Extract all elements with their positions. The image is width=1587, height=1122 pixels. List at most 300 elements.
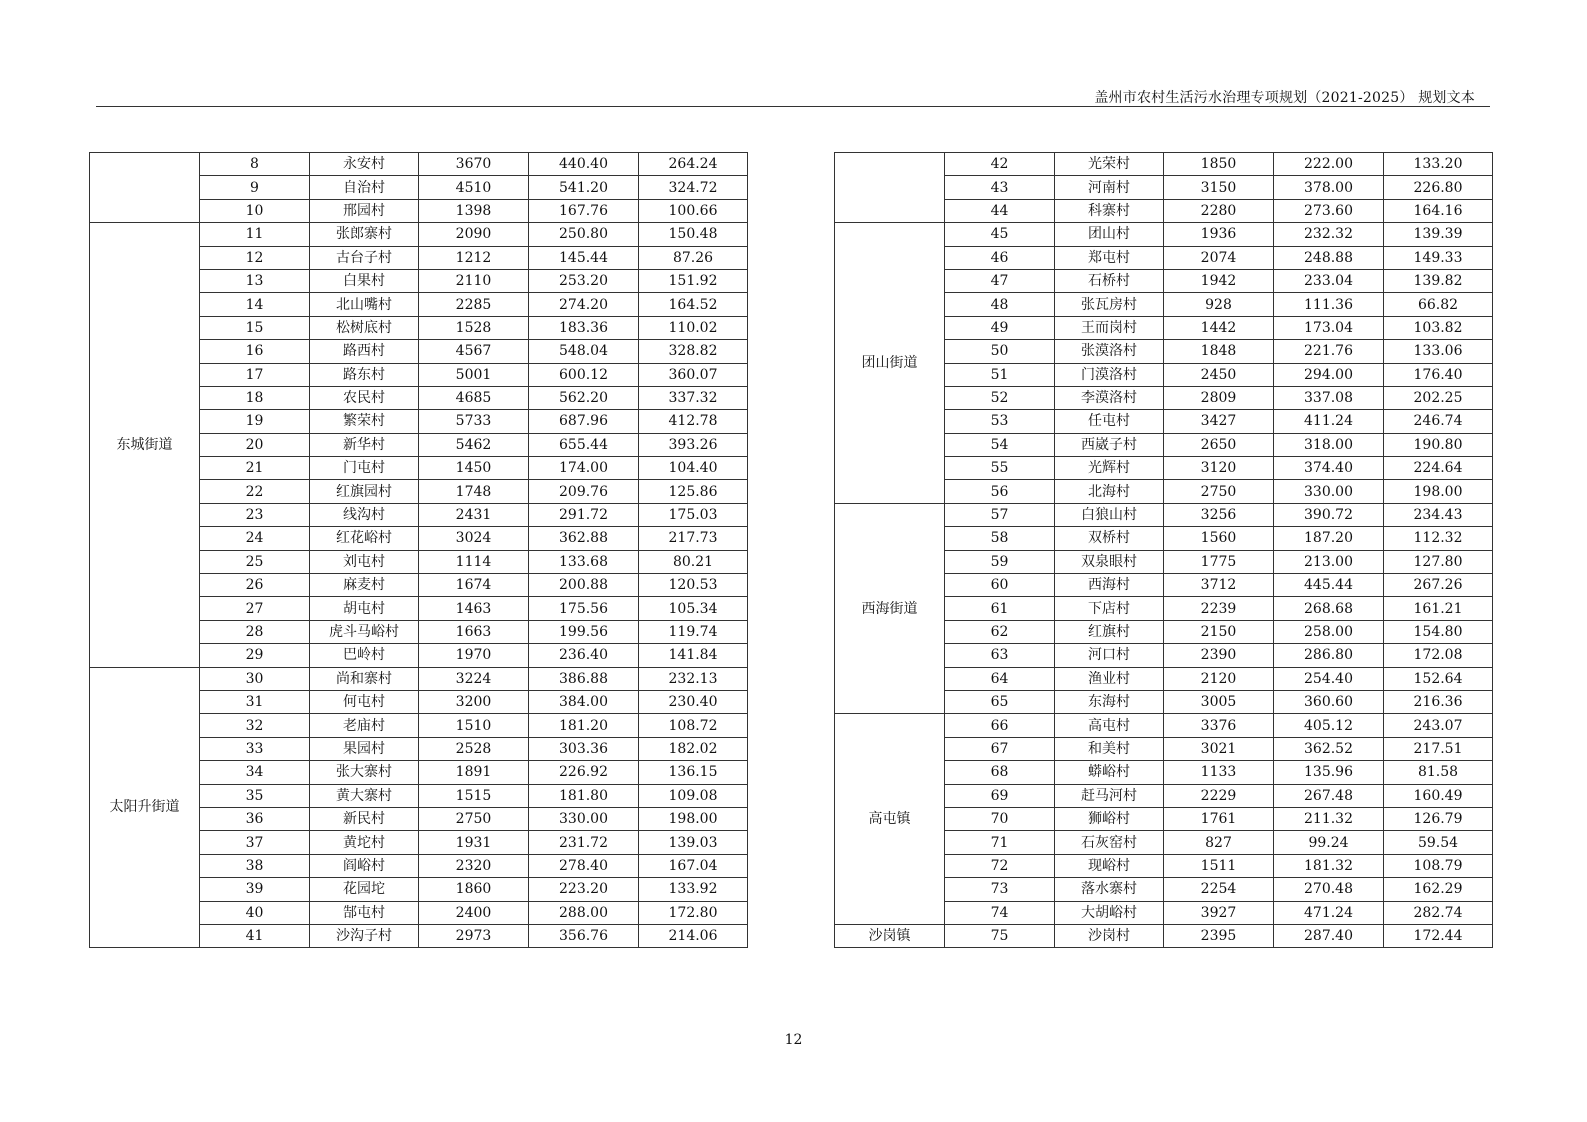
- village-name-cell: 张大寨村: [310, 761, 419, 784]
- value1-cell: 278.40: [529, 854, 639, 877]
- value1-cell: 248.88: [1274, 246, 1384, 269]
- row-number-cell: 57: [945, 503, 1055, 526]
- village-name-cell: 阎峪村: [310, 854, 419, 877]
- village-name-cell: 下店村: [1055, 597, 1164, 620]
- row-number-cell: 8: [200, 153, 310, 176]
- village-name-cell: 黄坨村: [310, 831, 419, 854]
- value2-cell: 103.82: [1384, 316, 1493, 339]
- population-cell: 1133: [1164, 761, 1274, 784]
- row-number-cell: 54: [945, 433, 1055, 456]
- value1-cell: 378.00: [1274, 176, 1384, 199]
- row-number-cell: 69: [945, 784, 1055, 807]
- row-number-cell: 70: [945, 807, 1055, 830]
- value1-cell: 600.12: [529, 363, 639, 386]
- village-name-cell: 张漠洛村: [1055, 340, 1164, 363]
- row-number-cell: 37: [200, 831, 310, 854]
- row-number-cell: 10: [200, 199, 310, 222]
- value2-cell: 109.08: [639, 784, 748, 807]
- population-cell: 2390: [1164, 644, 1274, 667]
- population-cell: 2320: [419, 854, 529, 877]
- row-number-cell: 40: [200, 901, 310, 924]
- village-name-cell: 西崴子村: [1055, 433, 1164, 456]
- value2-cell: 139.82: [1384, 269, 1493, 292]
- value2-cell: 162.29: [1384, 878, 1493, 901]
- village-name-cell: 石桥村: [1055, 269, 1164, 292]
- value1-cell: 187.20: [1274, 527, 1384, 550]
- row-number-cell: 74: [945, 901, 1055, 924]
- population-cell: 1942: [1164, 269, 1274, 292]
- row-number-cell: 22: [200, 480, 310, 503]
- row-number-cell: 34: [200, 761, 310, 784]
- population-cell: 3021: [1164, 737, 1274, 760]
- table-row: [835, 924, 1493, 947]
- value1-cell: 183.36: [529, 316, 639, 339]
- village-name-cell: 光荣村: [1055, 153, 1164, 176]
- population-cell: 2750: [419, 807, 529, 830]
- row-number-cell: 30: [200, 667, 310, 690]
- value2-cell: 100.66: [639, 199, 748, 222]
- value2-cell: 125.86: [639, 480, 748, 503]
- population-cell: 4567: [419, 340, 529, 363]
- row-number-cell: 23: [200, 503, 310, 526]
- value1-cell: 294.00: [1274, 363, 1384, 386]
- street-name-cell: 东城街道: [90, 223, 200, 667]
- row-number-cell: 16: [200, 340, 310, 363]
- village-name-cell: 狮峪村: [1055, 807, 1164, 830]
- population-cell: 1891: [419, 761, 529, 784]
- population-cell: 2254: [1164, 878, 1274, 901]
- population-cell: 5462: [419, 433, 529, 456]
- row-number-cell: 28: [200, 620, 310, 643]
- value1-cell: 471.24: [1274, 901, 1384, 924]
- value2-cell: 81.58: [1384, 761, 1493, 784]
- village-name-cell: 路东村: [310, 363, 419, 386]
- page-number: 12: [784, 1032, 803, 1048]
- row-number-cell: 68: [945, 761, 1055, 784]
- value2-cell: 412.78: [639, 410, 748, 433]
- row-number-cell: 60: [945, 574, 1055, 597]
- village-name-cell: 北海村: [1055, 480, 1164, 503]
- value1-cell: 226.92: [529, 761, 639, 784]
- value2-cell: 66.82: [1384, 293, 1493, 316]
- village-name-cell: 松树底村: [310, 316, 419, 339]
- population-cell: 1850: [1164, 153, 1274, 176]
- village-name-cell: 永安村: [310, 153, 419, 176]
- row-number-cell: 63: [945, 644, 1055, 667]
- village-name-cell: 门漠洛村: [1055, 363, 1164, 386]
- population-cell: 928: [1164, 293, 1274, 316]
- population-cell: 1848: [1164, 340, 1274, 363]
- village-name-cell: 红旗园村: [310, 480, 419, 503]
- row-number-cell: 44: [945, 199, 1055, 222]
- row-number-cell: 43: [945, 176, 1055, 199]
- row-number-cell: 45: [945, 223, 1055, 246]
- village-name-cell: 科寨村: [1055, 199, 1164, 222]
- village-name-cell: 刘屯村: [310, 550, 419, 573]
- street-name-cell: 西海街道: [835, 503, 945, 714]
- population-cell: 2074: [1164, 246, 1274, 269]
- row-number-cell: 56: [945, 480, 1055, 503]
- value1-cell: 167.76: [529, 199, 639, 222]
- value2-cell: 110.02: [639, 316, 748, 339]
- value1-cell: 99.24: [1274, 831, 1384, 854]
- village-name-cell: 繁荣村: [310, 410, 419, 433]
- value2-cell: 230.40: [639, 690, 748, 713]
- row-number-cell: 46: [945, 246, 1055, 269]
- row-number-cell: 19: [200, 410, 310, 433]
- value2-cell: 217.73: [639, 527, 748, 550]
- value1-cell: 362.52: [1274, 737, 1384, 760]
- value1-cell: 181.32: [1274, 854, 1384, 877]
- table-row: [835, 503, 1493, 526]
- population-cell: 1463: [419, 597, 529, 620]
- village-name-cell: 古台子村: [310, 246, 419, 269]
- village-name-cell: 新民村: [310, 807, 419, 830]
- value2-cell: 176.40: [1384, 363, 1493, 386]
- village-name-cell: 双桥村: [1055, 527, 1164, 550]
- row-number-cell: 11: [200, 223, 310, 246]
- population-cell: 827: [1164, 831, 1274, 854]
- table-row: [90, 153, 748, 176]
- village-name-cell: 高屯村: [1055, 714, 1164, 737]
- row-number-cell: 32: [200, 714, 310, 737]
- value1-cell: 200.88: [529, 574, 639, 597]
- left-table-body: [90, 153, 748, 948]
- row-number-cell: 42: [945, 153, 1055, 176]
- value2-cell: 133.06: [1384, 340, 1493, 363]
- population-cell: 1212: [419, 246, 529, 269]
- value2-cell: 164.16: [1384, 199, 1493, 222]
- value2-cell: 139.39: [1384, 223, 1493, 246]
- row-number-cell: 29: [200, 644, 310, 667]
- village-name-cell: 蟒峪村: [1055, 761, 1164, 784]
- value1-cell: 175.56: [529, 597, 639, 620]
- population-cell: 3376: [1164, 714, 1274, 737]
- value2-cell: 160.49: [1384, 784, 1493, 807]
- row-number-cell: 26: [200, 574, 310, 597]
- population-cell: 2809: [1164, 386, 1274, 409]
- value2-cell: 224.64: [1384, 457, 1493, 480]
- row-number-cell: 48: [945, 293, 1055, 316]
- population-cell: 1936: [1164, 223, 1274, 246]
- population-cell: 3024: [419, 527, 529, 550]
- row-number-cell: 12: [200, 246, 310, 269]
- value2-cell: 154.80: [1384, 620, 1493, 643]
- value1-cell: 135.96: [1274, 761, 1384, 784]
- row-number-cell: 27: [200, 597, 310, 620]
- row-number-cell: 31: [200, 690, 310, 713]
- population-cell: 5733: [419, 410, 529, 433]
- village-name-cell: 现峪村: [1055, 854, 1164, 877]
- population-cell: 3200: [419, 690, 529, 713]
- value1-cell: 233.04: [1274, 269, 1384, 292]
- value2-cell: 152.64: [1384, 667, 1493, 690]
- value2-cell: 112.32: [1384, 527, 1493, 550]
- village-name-cell: 东海村: [1055, 690, 1164, 713]
- value1-cell: 145.44: [529, 246, 639, 269]
- street-name-cell: 高屯镇: [835, 714, 945, 925]
- value2-cell: 216.36: [1384, 690, 1493, 713]
- value2-cell: 151.92: [639, 269, 748, 292]
- row-number-cell: 52: [945, 386, 1055, 409]
- value1-cell: 337.08: [1274, 386, 1384, 409]
- value1-cell: 440.40: [529, 153, 639, 176]
- population-cell: 2120: [1164, 667, 1274, 690]
- value1-cell: 268.68: [1274, 597, 1384, 620]
- row-number-cell: 36: [200, 807, 310, 830]
- document-header-title: 盖州市农村生活污水治理专项规划（2021-2025） 规划文本: [1094, 90, 1475, 106]
- row-number-cell: 50: [945, 340, 1055, 363]
- row-number-cell: 72: [945, 854, 1055, 877]
- value2-cell: 198.00: [639, 807, 748, 830]
- value2-cell: 202.25: [1384, 386, 1493, 409]
- value1-cell: 211.32: [1274, 807, 1384, 830]
- row-number-cell: 49: [945, 316, 1055, 339]
- village-name-cell: 花园坨: [310, 878, 419, 901]
- village-name-cell: 邢园村: [310, 199, 419, 222]
- value1-cell: 231.72: [529, 831, 639, 854]
- value2-cell: 127.80: [1384, 550, 1493, 573]
- village-name-cell: 白狼山村: [1055, 503, 1164, 526]
- row-number-cell: 59: [945, 550, 1055, 573]
- village-name-cell: 大胡峪村: [1055, 901, 1164, 924]
- village-name-cell: 红花峪村: [310, 527, 419, 550]
- value1-cell: 360.60: [1274, 690, 1384, 713]
- row-number-cell: 39: [200, 878, 310, 901]
- row-number-cell: 13: [200, 269, 310, 292]
- row-number-cell: 73: [945, 878, 1055, 901]
- value1-cell: 386.88: [529, 667, 639, 690]
- row-number-cell: 61: [945, 597, 1055, 620]
- village-name-cell: 红旗村: [1055, 620, 1164, 643]
- village-name-cell: 虎斗马峪村: [310, 620, 419, 643]
- population-cell: 1663: [419, 620, 529, 643]
- value2-cell: 172.44: [1384, 924, 1493, 947]
- village-name-cell: 自治村: [310, 176, 419, 199]
- value2-cell: 246.74: [1384, 410, 1493, 433]
- village-name-cell: 胡屯村: [310, 597, 419, 620]
- row-number-cell: 66: [945, 714, 1055, 737]
- table-row: [90, 223, 748, 246]
- village-name-cell: 西海村: [1055, 574, 1164, 597]
- population-cell: 4685: [419, 386, 529, 409]
- population-cell: 2650: [1164, 433, 1274, 456]
- value1-cell: 541.20: [529, 176, 639, 199]
- value1-cell: 181.20: [529, 714, 639, 737]
- population-cell: 1970: [419, 644, 529, 667]
- value2-cell: 136.15: [639, 761, 748, 784]
- street-name-cell: 太阳升街道: [90, 667, 200, 948]
- population-cell: 2150: [1164, 620, 1274, 643]
- village-name-cell: 河南村: [1055, 176, 1164, 199]
- street-name-cell: [835, 153, 945, 223]
- village-name-cell: 农民村: [310, 386, 419, 409]
- value2-cell: 133.92: [639, 878, 748, 901]
- value1-cell: 687.96: [529, 410, 639, 433]
- value2-cell: 264.24: [639, 153, 748, 176]
- population-cell: 1931: [419, 831, 529, 854]
- village-name-cell: 沙沟子村: [310, 924, 419, 947]
- row-number-cell: 47: [945, 269, 1055, 292]
- value2-cell: 108.79: [1384, 854, 1493, 877]
- value2-cell: 139.03: [639, 831, 748, 854]
- population-cell: 2239: [1164, 597, 1274, 620]
- population-cell: 1398: [419, 199, 529, 222]
- value1-cell: 199.56: [529, 620, 639, 643]
- value2-cell: 393.26: [639, 433, 748, 456]
- value1-cell: 258.00: [1274, 620, 1384, 643]
- value1-cell: 318.00: [1274, 433, 1384, 456]
- population-cell: 1515: [419, 784, 529, 807]
- population-cell: 1761: [1164, 807, 1274, 830]
- value1-cell: 232.32: [1274, 223, 1384, 246]
- village-name-cell: 果园村: [310, 737, 419, 760]
- value1-cell: 390.72: [1274, 503, 1384, 526]
- value1-cell: 303.36: [529, 737, 639, 760]
- population-cell: 2431: [419, 503, 529, 526]
- value1-cell: 548.04: [529, 340, 639, 363]
- value2-cell: 172.80: [639, 901, 748, 924]
- value1-cell: 405.12: [1274, 714, 1384, 737]
- value1-cell: 133.68: [529, 550, 639, 573]
- population-cell: 2450: [1164, 363, 1274, 386]
- village-name-cell: 任屯村: [1055, 410, 1164, 433]
- population-cell: 4510: [419, 176, 529, 199]
- row-number-cell: 14: [200, 293, 310, 316]
- value2-cell: 324.72: [639, 176, 748, 199]
- value2-cell: 80.21: [639, 550, 748, 573]
- street-name-cell: [90, 153, 200, 223]
- village-name-cell: 郑屯村: [1055, 246, 1164, 269]
- village-name-cell: 河口村: [1055, 644, 1164, 667]
- value1-cell: 445.44: [1274, 574, 1384, 597]
- population-cell: 1860: [419, 878, 529, 901]
- population-cell: 1674: [419, 574, 529, 597]
- value2-cell: 282.74: [1384, 901, 1493, 924]
- value1-cell: 222.00: [1274, 153, 1384, 176]
- village-name-cell: 沙岗村: [1055, 924, 1164, 947]
- village-name-cell: 黄大寨村: [310, 784, 419, 807]
- value2-cell: 172.08: [1384, 644, 1493, 667]
- population-cell: 3005: [1164, 690, 1274, 713]
- village-name-cell: 老庙村: [310, 714, 419, 737]
- left-village-table: [89, 152, 748, 948]
- value1-cell: 250.80: [529, 223, 639, 246]
- value2-cell: 149.33: [1384, 246, 1493, 269]
- table-row: [835, 223, 1493, 246]
- value1-cell: 655.44: [529, 433, 639, 456]
- value2-cell: 328.82: [639, 340, 748, 363]
- village-name-cell: 团山村: [1055, 223, 1164, 246]
- population-cell: 3224: [419, 667, 529, 690]
- row-number-cell: 33: [200, 737, 310, 760]
- population-cell: 2280: [1164, 199, 1274, 222]
- value1-cell: 562.20: [529, 386, 639, 409]
- value2-cell: 120.53: [639, 574, 748, 597]
- village-name-cell: 赶马河村: [1055, 784, 1164, 807]
- table-row: [835, 153, 1493, 176]
- village-name-cell: 石灰窑村: [1055, 831, 1164, 854]
- village-name-cell: 巴岭村: [310, 644, 419, 667]
- value2-cell: 164.52: [639, 293, 748, 316]
- village-name-cell: 尚和寨村: [310, 667, 419, 690]
- value2-cell: 182.02: [639, 737, 748, 760]
- village-name-cell: 渔业村: [1055, 667, 1164, 690]
- row-number-cell: 17: [200, 363, 310, 386]
- village-name-cell: 王而岗村: [1055, 316, 1164, 339]
- village-name-cell: 线沟村: [310, 503, 419, 526]
- header-divider: [96, 106, 1490, 107]
- value1-cell: 362.88: [529, 527, 639, 550]
- value2-cell: 150.48: [639, 223, 748, 246]
- value1-cell: 411.24: [1274, 410, 1384, 433]
- value1-cell: 236.40: [529, 644, 639, 667]
- village-name-cell: 门屯村: [310, 457, 419, 480]
- village-name-cell: 郜屯村: [310, 901, 419, 924]
- row-number-cell: 25: [200, 550, 310, 573]
- row-number-cell: 21: [200, 457, 310, 480]
- value1-cell: 174.00: [529, 457, 639, 480]
- value1-cell: 286.80: [1274, 644, 1384, 667]
- value1-cell: 270.48: [1274, 878, 1384, 901]
- row-number-cell: 53: [945, 410, 1055, 433]
- value2-cell: 217.51: [1384, 737, 1493, 760]
- value2-cell: 104.40: [639, 457, 748, 480]
- value2-cell: 337.32: [639, 386, 748, 409]
- village-name-cell: 李漠洛村: [1055, 386, 1164, 409]
- population-cell: 1748: [419, 480, 529, 503]
- value1-cell: 274.20: [529, 293, 639, 316]
- population-cell: 1450: [419, 457, 529, 480]
- row-number-cell: 75: [945, 924, 1055, 947]
- value2-cell: 226.80: [1384, 176, 1493, 199]
- village-name-cell: 北山嘴村: [310, 293, 419, 316]
- value2-cell: 141.84: [639, 644, 748, 667]
- row-number-cell: 24: [200, 527, 310, 550]
- population-cell: 3150: [1164, 176, 1274, 199]
- population-cell: 2973: [419, 924, 529, 947]
- population-cell: 1510: [419, 714, 529, 737]
- right-table-body: [835, 153, 1493, 948]
- row-number-cell: 55: [945, 457, 1055, 480]
- value2-cell: 108.72: [639, 714, 748, 737]
- table-row: [835, 714, 1493, 737]
- row-number-cell: 58: [945, 527, 1055, 550]
- value2-cell: 214.06: [639, 924, 748, 947]
- value2-cell: 232.13: [639, 667, 748, 690]
- population-cell: 3712: [1164, 574, 1274, 597]
- street-name-cell: 团山街道: [835, 223, 945, 504]
- value1-cell: 356.76: [529, 924, 639, 947]
- value1-cell: 223.20: [529, 878, 639, 901]
- value2-cell: 105.34: [639, 597, 748, 620]
- value1-cell: 213.00: [1274, 550, 1384, 573]
- value1-cell: 330.00: [529, 807, 639, 830]
- value1-cell: 221.76: [1274, 340, 1384, 363]
- population-cell: 5001: [419, 363, 529, 386]
- village-name-cell: 张郎寨村: [310, 223, 419, 246]
- value2-cell: 133.20: [1384, 153, 1493, 176]
- value2-cell: 126.79: [1384, 807, 1493, 830]
- population-cell: 1442: [1164, 316, 1274, 339]
- table-row: [90, 667, 748, 690]
- value1-cell: 288.00: [529, 901, 639, 924]
- value2-cell: 198.00: [1384, 480, 1493, 503]
- population-cell: 3427: [1164, 410, 1274, 433]
- value1-cell: 253.20: [529, 269, 639, 292]
- value1-cell: 374.40: [1274, 457, 1384, 480]
- village-name-cell: 何屯村: [310, 690, 419, 713]
